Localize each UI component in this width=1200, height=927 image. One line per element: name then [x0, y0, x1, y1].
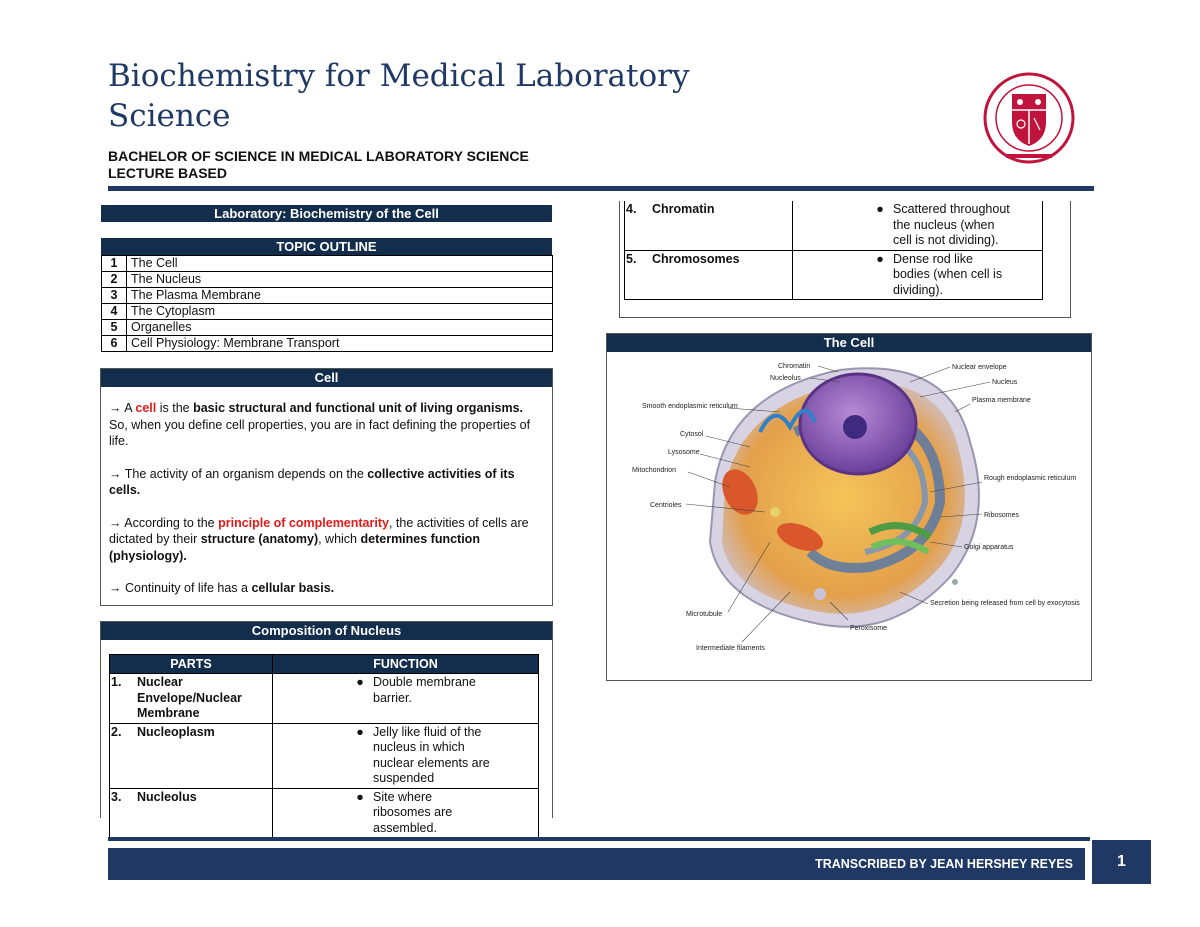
bullet-icon: ● — [356, 789, 364, 804]
label-smooth-er: Smooth endoplasmic reticulum — [642, 403, 738, 410]
nucleus-part-cell — [625, 201, 793, 250]
label-peroxisome: Peroxisome — [850, 625, 887, 632]
part-name: Nucleoplasm — [137, 724, 215, 739]
outline-label: The Cell — [127, 256, 553, 272]
part-function: Jelly like fluid of the nucleus in which nuclear elements are suspended — [373, 724, 490, 785]
part-function: Scattered throughout the nucleus (when cell is not dividing). — [893, 202, 1010, 247]
label-golgi: Golgi apparatus — [964, 544, 1014, 551]
nucleus-row — [625, 201, 1043, 250]
nucleus-row — [625, 250, 1043, 300]
nucleus-part-cell — [625, 250, 793, 300]
part-name: Chromatin — [652, 202, 715, 216]
topic-outline-heading: TOPIC OUTLINE — [101, 238, 552, 255]
label-nucleolus: Nucleolus — [770, 375, 801, 382]
part-name: Nuclear Envelope/Nuclear Membrane — [137, 675, 242, 720]
label-secretion: Secretion being released from cell by exocytosis — [930, 600, 1080, 607]
nucleus-part-cell — [110, 674, 273, 724]
cell-paragraph-2: → The activity of an organism depends on the collective activities of its cells. — [109, 466, 515, 497]
label-cytosol: Cytosol — [680, 431, 704, 438]
outline-row — [102, 272, 553, 288]
nucleus-function-cell — [273, 674, 539, 724]
outline-number: 4 — [102, 304, 127, 320]
outline-label: The Cytoplasm — [127, 304, 553, 320]
nucleus-function-cell — [273, 788, 539, 838]
nucleus-row — [110, 723, 539, 788]
nucleus-function-cell — [793, 201, 1043, 250]
document-subtitle: BACHELOR OF SCIENCE IN MEDICAL LABORATORY SCIENCE LECTURE BASED — [108, 148, 529, 181]
cell-figure-heading: The Cell — [607, 334, 1091, 352]
part-number: 1. — [111, 675, 122, 689]
label-plasma-membrane: Plasma membrane — [972, 397, 1031, 404]
part-function: Dense rod like bodies (when cell is dividing). — [893, 251, 1003, 297]
parts-column-header: PARTS — [110, 655, 273, 674]
part-function: Double membrane barrier. — [373, 675, 476, 705]
nucleus-table-part2 — [624, 201, 1043, 300]
outline-number: 5 — [102, 320, 127, 336]
nucleus-row — [110, 788, 539, 838]
bullet-icon: ● — [356, 724, 364, 739]
nucleus-function-cell — [273, 723, 539, 788]
page-number: 1 — [1092, 840, 1151, 884]
outline-number: 2 — [102, 272, 127, 288]
footer-credit: TRANSCRIBED BY JEAN HERSHEY REYES — [108, 848, 1085, 880]
label-rough-er: Rough endoplasmic reticulum — [984, 475, 1077, 482]
cell-heading: Cell — [101, 369, 552, 387]
bullet-icon: ● — [876, 251, 884, 266]
part-function: Site where ribosomes are assembled. — [373, 789, 453, 835]
outline-row — [102, 320, 553, 336]
header-divider — [108, 186, 1094, 191]
nucleus-heading: Composition of Nucleus — [101, 622, 552, 640]
bullet-icon: ● — [356, 675, 364, 689]
outline-row — [102, 304, 553, 320]
part-number: 3. — [111, 789, 122, 804]
part-name: Chromosomes — [652, 251, 740, 266]
outline-label: The Nucleus — [127, 272, 553, 288]
document-title: Biochemistry for Medical Laboratory Science — [108, 58, 690, 134]
nucleus-table-part1 — [109, 654, 539, 838]
footer-divider — [108, 837, 1090, 841]
label-nucleus: Nucleus — [992, 379, 1018, 386]
nucleus-part-cell — [110, 788, 273, 838]
nucleus-part-cell — [110, 723, 273, 788]
outline-row — [102, 256, 553, 272]
outline-number: 3 — [102, 288, 127, 304]
cell-panel — [100, 368, 553, 606]
outline-number: 1 — [102, 256, 127, 272]
nucleus-row — [110, 674, 539, 724]
label-ribosomes: Ribosomes — [984, 512, 1020, 519]
outline-number: 6 — [102, 336, 127, 352]
part-number: 5. — [626, 251, 637, 266]
label-centrioles: Centrioles — [650, 502, 682, 509]
cell-paragraph-3: → According to the principle of complementarity, the activities of cells are dictated by their structure (anatomy), which determines function (physiology). — [109, 515, 529, 563]
label-lysosome: Lysosome — [668, 449, 700, 456]
bullet-icon: ● — [876, 202, 884, 216]
outline-label: Cell Physiology: Membrane Transport — [127, 336, 553, 352]
part-name: Nucleolus — [137, 789, 197, 804]
cell-diagram-image — [610, 352, 1088, 678]
part-number: 4. — [626, 202, 637, 216]
label-chromatin: Chromatin — [778, 363, 811, 370]
function-column-header: FUNCTION — [273, 655, 539, 674]
outline-row — [102, 336, 553, 352]
outline-label: Organelles — [127, 320, 553, 336]
part-number: 2. — [111, 724, 122, 739]
label-nuclear-envelope: Nuclear envelope — [952, 364, 1007, 371]
cell-paragraph-4: → Continuity of life has a cellular basis. — [109, 581, 335, 595]
outline-label: The Plasma Membrane — [127, 288, 553, 304]
outline-row — [102, 288, 553, 304]
topic-outline-table — [101, 255, 553, 352]
nucleus-function-cell — [793, 250, 1043, 300]
university-seal-logo — [974, 72, 1084, 164]
label-microtubule: Microtubule — [686, 611, 723, 618]
label-intermediate-filaments: Intermediate filaments — [696, 645, 765, 652]
cell-content — [101, 387, 552, 597]
cell-paragraph-1: → A cell is the basic structural and functional unit of living organisms. So, when you define cell properties, you are in fact defining the properties of life. — [109, 401, 531, 448]
lab-title-bar: Laboratory: Biochemistry of the Cell — [101, 205, 552, 222]
label-mitochondrion: Mitochondrion — [632, 467, 676, 474]
